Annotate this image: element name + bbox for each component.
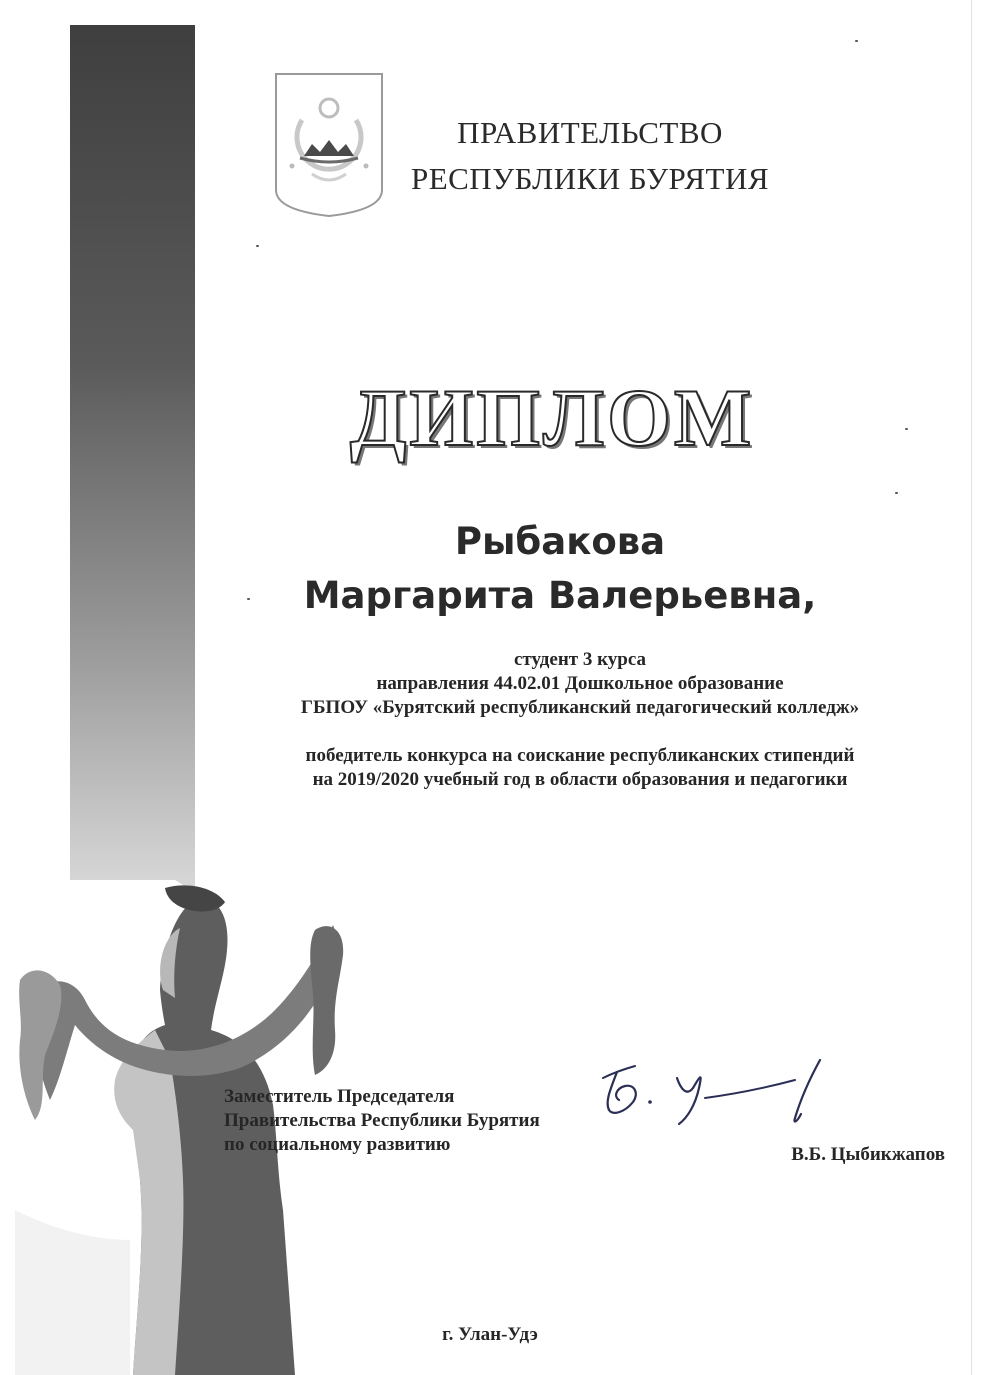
signer-position-line3: по социальному развитию — [224, 1134, 451, 1155]
scan-speck — [247, 598, 250, 600]
recipient-given-names: Маргарита Валерьевна, — [303, 574, 817, 617]
scan-speck — [905, 428, 908, 430]
award-line2: на 2019/2020 учебный год в области образования и педагогики — [312, 769, 848, 790]
decorative-gradient-bar — [70, 25, 195, 985]
signer-name: В.Б. Цыбикжапов — [791, 1144, 945, 1165]
handwritten-signature-icon — [595, 1050, 835, 1130]
diploma-body — [200, 648, 960, 792]
scan-speck — [256, 245, 259, 247]
recipient-name — [250, 515, 870, 623]
institution-line: ГБПОУ «Бурятский республиканский педагогический колледж» — [300, 697, 860, 718]
government-title-line2: РЕСПУБЛИКИ БУРЯТИЯ — [410, 161, 770, 196]
recipient-surname: Рыбакова — [454, 520, 666, 563]
direction-line: направления 44.02.01 Дошкольное образование — [376, 673, 784, 694]
signer-position-line2: Правительства Республики Бурятия — [224, 1110, 540, 1131]
signer-position — [224, 1085, 624, 1157]
award-line1: победитель конкурса на соискание республиканских стипендий — [305, 745, 855, 766]
scan-edge-line — [971, 0, 972, 1375]
city-footer: г. Улан-Удэ — [442, 1324, 538, 1345]
scan-speck — [895, 492, 898, 494]
diploma-heading: ДИПЛОМ — [350, 372, 755, 463]
government-title-line1: ПРАВИТЕЛЬСТВО — [457, 115, 723, 150]
course-line: студент 3 курса — [513, 649, 647, 670]
paragraph-gap — [200, 720, 960, 744]
scan-speck — [855, 40, 858, 42]
signer-position-line1: Заместитель Председателя — [224, 1086, 455, 1107]
buryatia-emblem-icon — [272, 70, 386, 218]
government-title — [395, 110, 785, 202]
